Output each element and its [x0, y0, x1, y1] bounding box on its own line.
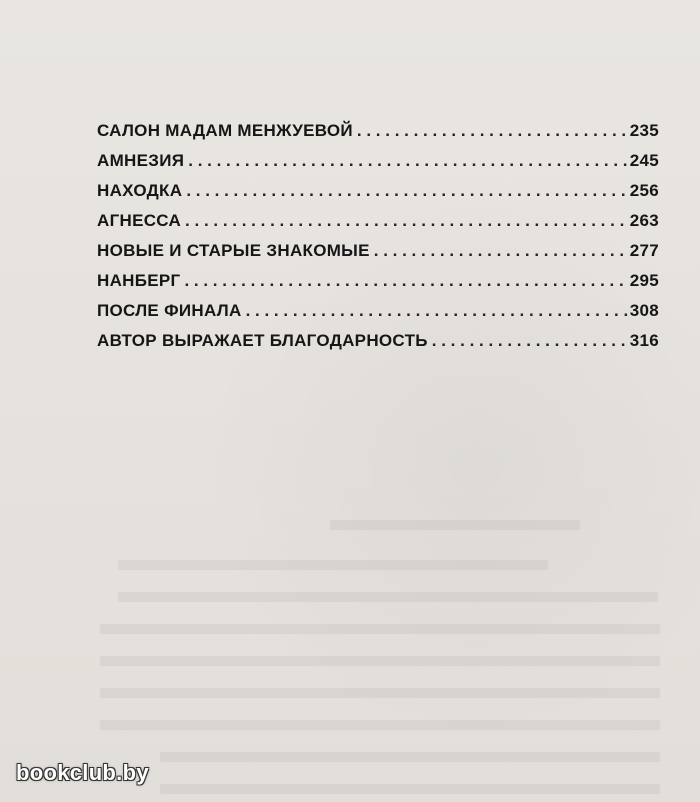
toc-dot-leader: [246, 301, 628, 321]
table-of-contents: [97, 121, 659, 361]
toc-entry-page: 277: [629, 241, 659, 260]
toc-dot-leader: [374, 241, 628, 261]
toc-entry-page: 316: [629, 331, 659, 350]
toc-entry: [97, 151, 659, 181]
toc-entry-title: НАНБЕРГ: [97, 271, 181, 290]
toc-entry-page: 245: [629, 151, 659, 170]
toc-entry: [97, 211, 659, 241]
toc-entry: [97, 241, 659, 271]
toc-dot-leader: [357, 121, 628, 141]
toc-entry-page: 256: [629, 181, 659, 200]
toc-dot-leader: [432, 331, 628, 351]
site-watermark: bookclub.by: [16, 760, 149, 785]
toc-entry-title: ПОСЛЕ ФИНАЛА: [97, 301, 242, 320]
toc-entry-title: НОВЫЕ И СТАРЫЕ ЗНАКОМЫЕ: [97, 241, 370, 260]
toc-entry-page: 263: [629, 211, 659, 230]
toc-entry: [97, 181, 659, 211]
toc-entry-title: АВТОР ВЫРАЖАЕТ БЛАГОДАРНОСТЬ: [97, 331, 428, 350]
toc-entry-page: 308: [629, 301, 659, 320]
toc-entry-page: 235: [629, 121, 659, 140]
toc-entry: [97, 301, 659, 331]
toc-dot-leader: [186, 181, 627, 201]
toc-entry-title: САЛОН МАДАМ МЕНЖУЕВОЙ: [97, 121, 353, 140]
toc-entry-title: НАХОДКА: [97, 181, 183, 200]
toc-entry: [97, 121, 659, 151]
toc-dot-leader: [184, 271, 627, 291]
toc-dot-leader: [188, 151, 627, 171]
toc-entry-page: 295: [629, 271, 659, 290]
toc-entry-title: АГНЕССА: [97, 211, 182, 230]
toc-dot-leader: [185, 211, 628, 231]
toc-entry: [97, 271, 659, 301]
toc-entry: [97, 331, 659, 361]
toc-entry-title: АМНЕЗИЯ: [97, 151, 185, 170]
